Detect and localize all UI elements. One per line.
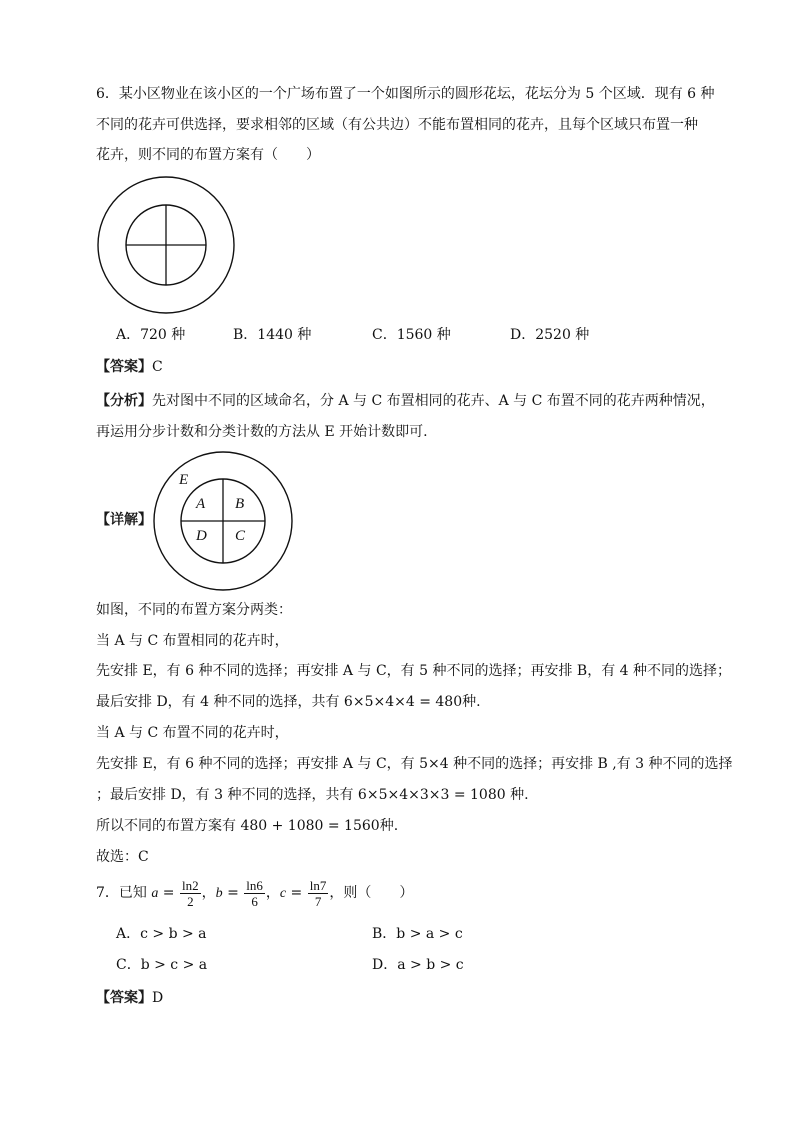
q7-option-d: D．a > b > c	[372, 957, 464, 973]
region-label-e: E	[179, 472, 189, 488]
q6-stem-line-2: 不同的花卉可供选择，要求相邻的区域（有公共边）不能布置相同的花卉，且每个区域只布置一种	[96, 117, 698, 133]
q7-prefix: 7．已知	[96, 885, 152, 901]
q6-option-c: C．1560 种	[372, 327, 451, 343]
q7-suffix: ，则（ ）	[329, 885, 414, 901]
q6-stem-line-3: 花卉，则不同的布置方案有（ ）	[96, 147, 320, 163]
labeled-flower-bed-figure	[152, 450, 294, 592]
detail-line: 所以不同的布置方案有 480 + 1080 = 1560种.	[96, 818, 399, 834]
q7-var-c: c	[279, 886, 287, 901]
analysis-tag: 【分析】	[96, 393, 152, 409]
q6-option-a: A．720 种	[116, 327, 186, 343]
q7-frac-a	[180, 878, 201, 909]
frac-numerator: ln6	[246, 877, 263, 893]
q6-analysis-line-2: 再运用分步计数和分类计数的方法从 E 开始计数即可.	[96, 424, 428, 440]
q7-stem: 7．已知 a = $\frac{\ln 2}{2}$ ，b = $\frac{\ln 6}{6}$ ，c = $\frac{\ln 7}{7}$ ，则（ ）	[96, 877, 414, 909]
frac-denominator: 6	[251, 893, 258, 909]
answer-tag: 【答案】	[96, 990, 152, 1006]
q7-var-a: a	[151, 886, 159, 901]
q7-frac-c	[308, 878, 329, 909]
detail-line: ；最后安排 D，有 3 种不同的选择，共有 6×5×4×3×3 = 1080 种.	[96, 787, 529, 803]
detail-line: 当 A 与 C 布置相同的花卉时，	[96, 633, 289, 649]
q6-stem-line-1: 6．某小区物业在该小区的一个广场布置了一个如图所示的圆形花坛，花坛分为 5 个区域．现有 6 种	[96, 86, 715, 102]
q7-var-b: b	[215, 886, 223, 901]
frac-numerator: ln2	[182, 877, 199, 893]
detail-tag	[96, 510, 152, 530]
region-label-c: C	[235, 528, 246, 544]
frac-numerator: ln7	[309, 877, 327, 893]
q7-option-a: A．c > b > a	[116, 926, 207, 942]
q7-frac-b	[244, 878, 265, 909]
detail-tag-label: 【详解】	[96, 512, 152, 528]
q6-answer-value: C	[152, 359, 163, 375]
q6-answer-row	[96, 357, 163, 377]
region-label-d: D	[196, 528, 207, 544]
q6-analysis-line-1	[96, 391, 715, 411]
flower-bed-figure	[96, 175, 236, 315]
detail-line: 如图，不同的布置方案分两类：	[96, 602, 292, 618]
q6-option-d: D．2520 种	[510, 327, 590, 343]
detail-line: 当 A 与 C 布置不同的花卉时，	[96, 725, 289, 741]
detail-line: 故选：C	[96, 849, 149, 865]
frac-denominator: 2	[187, 893, 194, 909]
analysis-text-1: 先对图中不同的区域命名，分 A 与 C 布置相同的花卉、A 与 C 布置不同的花卉两种情况，	[152, 393, 715, 409]
detail-line: 先安排 E，有 6 种不同的选择；再安排 A 与 C，有 5 种不同的选择；再安排 B，有 4 种不同的选择；	[96, 663, 732, 679]
answer-tag: 【答案】	[96, 359, 152, 375]
q7-answer-value: D	[152, 990, 164, 1006]
region-label-a: A	[196, 496, 206, 512]
detail-line: 最后安排 D，有 4 种不同的选择，共有 6×5×4×4 = 480种.	[96, 694, 481, 710]
frac-denominator: 7	[314, 893, 322, 909]
q6-option-b: B．1440 种	[233, 327, 312, 343]
q7-option-c: C．b > c > a	[116, 957, 208, 973]
region-label-b: B	[235, 496, 245, 512]
detail-line: 先安排 E，有 6 种不同的选择；再安排 A 与 C，有 5×4 种不同的选择；再安排 B ,有 3 种不同的选择	[96, 756, 733, 772]
q7-option-b: B．b > a > c	[372, 926, 463, 942]
q7-answer-row	[96, 988, 163, 1008]
